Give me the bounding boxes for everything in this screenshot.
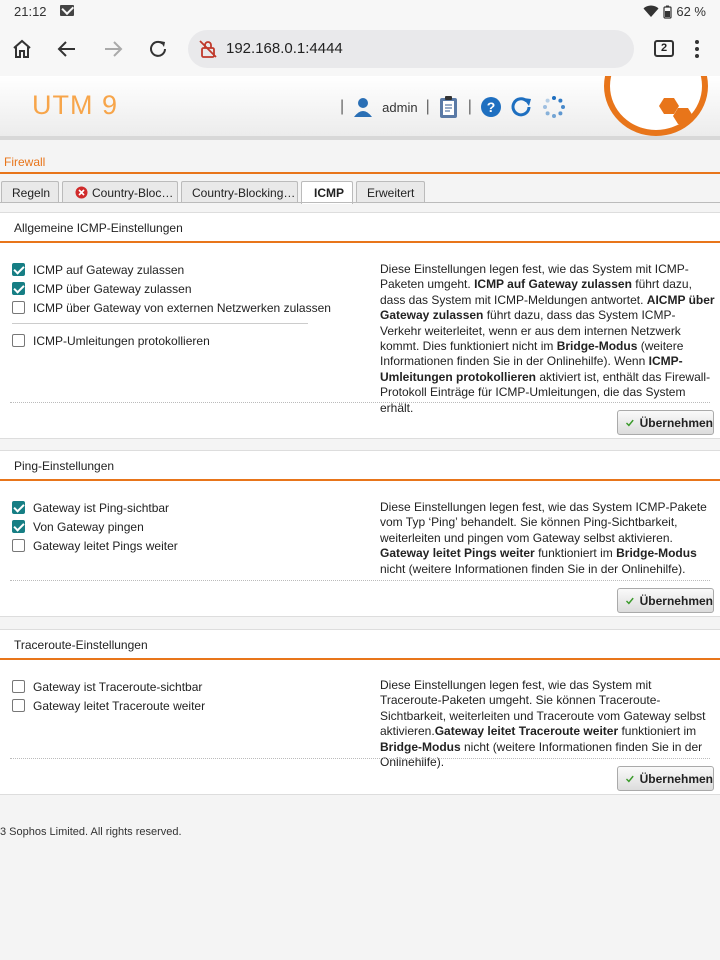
separator: | [340, 98, 345, 115]
forward-icon[interactable] [100, 36, 126, 62]
error-icon [75, 186, 88, 199]
utm-logo: UTM 9 [32, 90, 118, 120]
checkbox[interactable] [12, 282, 25, 295]
tab-label: Country-Blocking… [192, 185, 296, 200]
url-bar[interactable] [188, 30, 634, 68]
tab-label: Regeln [12, 185, 51, 200]
tabs-underline [0, 202, 720, 203]
checkmark-icon [626, 594, 634, 608]
option-label: ICMP über Gateway zulassen [33, 281, 192, 296]
checkbox[interactable] [12, 501, 25, 514]
home-icon[interactable] [9, 36, 35, 62]
icmp-settings-panel [0, 212, 720, 439]
loading-spinner-icon [542, 95, 566, 119]
option-label: ICMP auf Gateway zulassen [33, 262, 185, 277]
status-bar [0, 0, 720, 24]
icmp-description [380, 262, 716, 416]
tab-country-blocking-exceptions[interactable] [181, 181, 298, 203]
browser-toolbar [0, 24, 720, 76]
checkbox[interactable] [12, 263, 25, 276]
tab-label: ICMP [314, 186, 344, 200]
panel-title: Traceroute-Einstellungen [14, 638, 148, 652]
tab-regeln[interactable] [1, 181, 59, 203]
ping-description [380, 500, 716, 577]
desc-text: funktioniert im [534, 546, 617, 561]
apply-button-label: Übernehmen [639, 593, 713, 608]
tab-count-button[interactable]: 2 [654, 40, 674, 57]
desc-emphasis: ICMP auf Gateway zulassen [474, 277, 632, 292]
insecure-lock-icon [198, 39, 218, 59]
wifi-icon [643, 5, 659, 18]
separator: | [467, 98, 472, 115]
ping-settings-panel [0, 450, 720, 617]
desc-emphasis: Bridge-Modus [616, 546, 697, 561]
option-label: ICMP über Gateway von externen Netzwerken zulassen [33, 300, 331, 315]
desc-text: aktiviert ist, enthält das Firewall-Protokoll Einträge für ICMP-Umleitungen, die das System erhält. [380, 369, 711, 415]
checkbox[interactable] [12, 301, 25, 314]
copyright-footer: 3 Sophos Limited. All rights reserved. [0, 826, 182, 838]
tab-country-blocking[interactable] [62, 181, 178, 203]
icmp-external-networks-checkbox[interactable] [12, 298, 331, 317]
breadcrumb-underline [0, 172, 720, 174]
desc-emphasis: ICMP-Umleitungen protokollieren [380, 354, 683, 384]
mail-icon [60, 5, 74, 16]
desc-text: Diese Einstellungen legen fest, wie das System ICMP-Pakete vom Typ ‘Ping’ behandelt. Sie können Ping-Sichtbarkeit, weiterleiten und pingen vom Gateway selbst aktivieren. [380, 500, 707, 545]
option-label: Gateway leitet Pings weiter [33, 538, 178, 553]
option-label: Von Gateway pingen [33, 519, 144, 534]
tab-label: Country-Bloc… [92, 185, 174, 200]
help-icon[interactable] [480, 96, 502, 118]
ping-from-gateway-checkbox[interactable] [12, 517, 178, 536]
separator: | [425, 98, 430, 115]
tab-bar [0, 181, 720, 203]
battery-level: 62 % [676, 4, 706, 19]
clipboard-icon[interactable] [438, 95, 460, 119]
desc-text: nicht (weitere Informationen finden Sie in der Onlinehilfe). [380, 561, 686, 576]
option-label: Gateway ist Traceroute-sichtbar [33, 679, 203, 694]
checkmark-icon [626, 416, 634, 430]
ping-forward-checkbox[interactable] [12, 536, 178, 555]
sophos-logo [604, 76, 708, 136]
desc-emphasis: Gateway leitet Traceroute weiter [434, 724, 619, 739]
panel-title-underline [0, 658, 720, 660]
menu-icon[interactable] [690, 36, 704, 62]
traceroute-description [380, 678, 716, 770]
username[interactable]: admin [382, 99, 418, 115]
tab-label: Erweitert [367, 185, 415, 200]
panel-title: Allgemeine ICMP-Einstellungen [14, 221, 183, 235]
icmp-log-redirects-checkbox[interactable] [12, 331, 331, 350]
apply-button[interactable] [617, 766, 714, 791]
utm-header [0, 76, 720, 140]
tab-icmp[interactable] [301, 181, 353, 204]
desc-text: (weitere Informationen finden Sie in der Onlinehilfe). Wenn [380, 339, 684, 369]
desc-text: führt dazu, dass das System ICMP-Verkehr weiterleitet, wenn er aus dem internen Netzwerk kommt. Dies funktioniert nicht im [380, 308, 681, 354]
option-label: Gateway ist Ping-sichtbar [33, 500, 170, 515]
panel-separator [10, 580, 710, 581]
desc-emphasis: Gateway leitet Pings weiter [380, 546, 535, 561]
battery-icon [663, 5, 672, 19]
desc-text: nicht (weitere Informationen finden Sie in der Onlinehilfe). [380, 739, 703, 770]
checkbox[interactable] [12, 680, 25, 693]
refresh-icon[interactable] [510, 96, 534, 118]
url-text: 192.168.0.1:4444 [226, 40, 343, 57]
breadcrumb[interactable]: Firewall [4, 155, 46, 169]
traceroute-forward-checkbox[interactable] [12, 696, 205, 715]
traceroute-settings-panel [0, 629, 720, 795]
reload-icon[interactable] [145, 36, 171, 62]
apply-button[interactable] [617, 588, 714, 613]
option-divider [12, 323, 308, 324]
icmp-through-gateway-checkbox[interactable] [12, 279, 331, 298]
tab-erweitert[interactable] [356, 181, 425, 203]
checkbox[interactable] [12, 539, 25, 552]
svg-text:?: ? [486, 99, 496, 115]
ping-visible-checkbox[interactable] [12, 498, 178, 517]
checkbox[interactable] [12, 699, 25, 712]
panel-separator [10, 758, 710, 759]
desc-text: führt dazu, dass das System mit ICMP-Meldungen antwortet. [380, 277, 692, 307]
panel-title-underline [0, 241, 720, 243]
desc-emphasis: Bridge-Modus [556, 339, 638, 354]
icmp-on-gateway-checkbox[interactable] [12, 260, 331, 279]
desc-text: Diese Einstellungen legen fest, wie das System mit ICMP-Paketen umgeht. [380, 262, 689, 292]
desc-emphasis: AICMP über Gateway zulassen [380, 292, 715, 323]
option-label: Gateway leitet Traceroute weiter [33, 698, 206, 713]
desc-text: Diese Einstellungen legen fest, wie das System mit Traceroute-Paketen umgeht. Sie können Traceroute-Sichtbarkeit, weiterleiten und Traceroute vom Gateway selbst aktivieren. [380, 678, 706, 739]
panel-title: Ping-Einstellungen [14, 459, 115, 473]
desc-emphasis: Bridge-Modus [380, 739, 461, 754]
panel-separator [10, 402, 710, 403]
checkbox[interactable] [12, 334, 25, 347]
apply-button-label: Übernehmen [639, 771, 713, 786]
panel-title-underline [0, 479, 720, 481]
checkmark-icon [626, 772, 634, 786]
status-time: 21:12 [14, 4, 47, 19]
apply-button[interactable] [617, 410, 714, 435]
desc-text: funktioniert im [618, 724, 697, 739]
checkbox[interactable] [12, 520, 25, 533]
back-icon[interactable] [54, 36, 80, 62]
apply-button-label: Übernehmen [639, 415, 713, 430]
option-label: ICMP-Umleitungen protokollieren [33, 333, 210, 348]
user-icon[interactable] [352, 96, 374, 118]
traceroute-visible-checkbox[interactable] [12, 677, 205, 696]
